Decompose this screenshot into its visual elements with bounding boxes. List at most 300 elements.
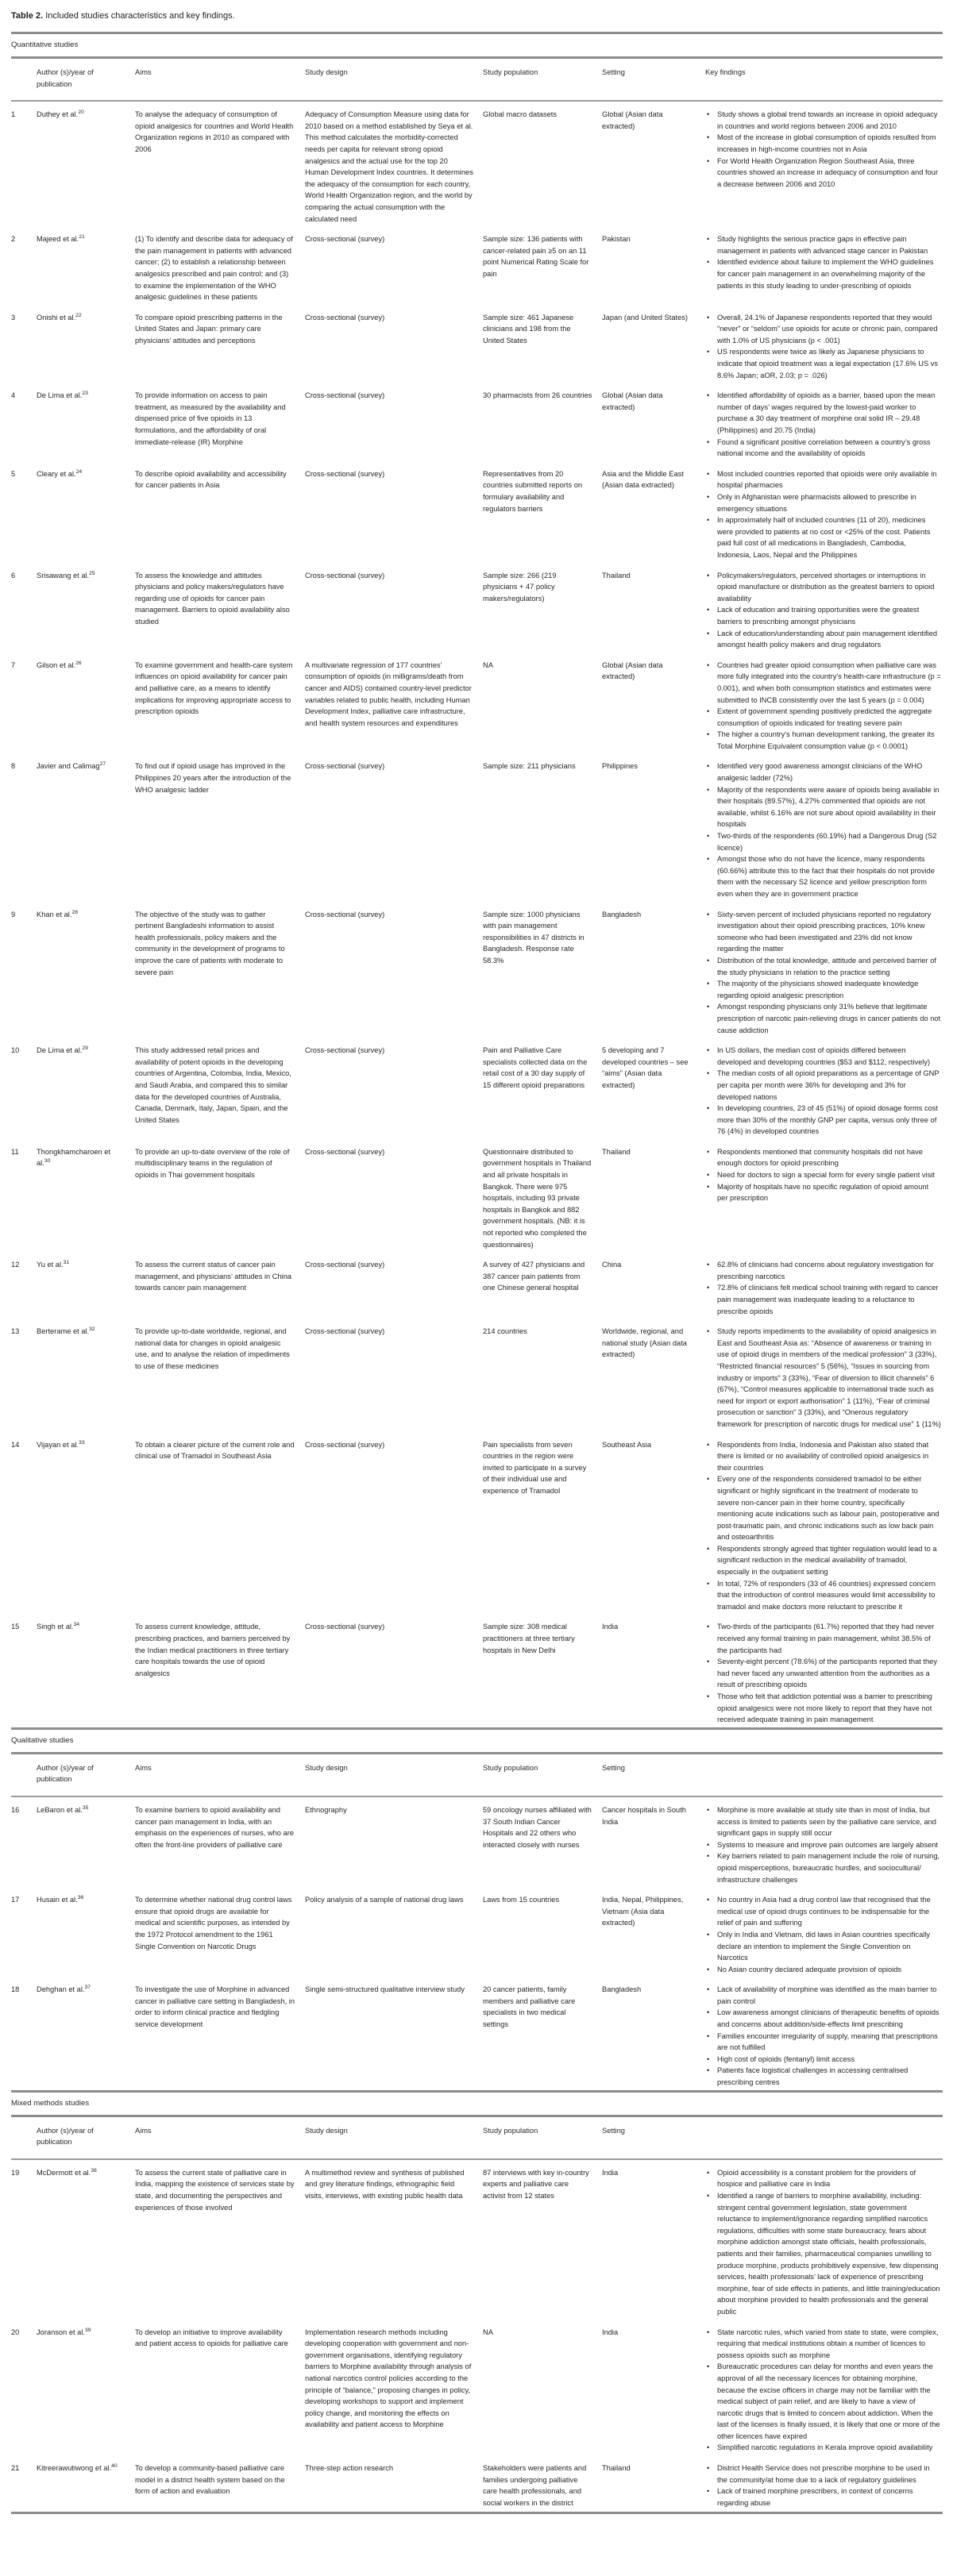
finding-bullet: • Those who felt that addiction potential was a barrier to prescribing opioid analgesics were not more likely to report that they have not received adequate training in pain management: [705, 1691, 941, 1726]
author-name: Yu et al.: [37, 1261, 64, 1269]
findings-cell: [705, 305, 943, 383]
finding-bullet: • Respondents mentioned that community hospitals did not have enough doctors for opioid prescribing: [705, 1146, 941, 1169]
findings-list: [705, 1804, 941, 1885]
col-header-setting: Setting: [602, 1754, 705, 1797]
reference-number: 34: [73, 1622, 80, 1628]
setting-cell: Southeast Asia: [602, 1440, 652, 1449]
finding-bullet: • Amongst those who do not have the licence, many respondents (60.66%) attribute this to the fact that their hospitals do not provide them with the necessary S2 licence and yellow prescription form even when they are in government practice: [705, 853, 941, 899]
reference-number: 28: [71, 909, 79, 915]
author-cell: [37, 305, 135, 383]
design-cell: Cross-sectional (survey): [305, 313, 385, 322]
population-cell: Sample size: 461 Japanese clinicians and 198 from the United States: [483, 313, 574, 345]
finding-bullet: • The higher a country’s human development ranking, the greater its Total Morphine Equivalent consumption value (p < 0.0001): [705, 729, 941, 752]
col-header-author: Author (s)/year of publication: [37, 2117, 135, 2160]
author-name: Gilson et al.: [37, 660, 76, 669]
finding-bullet: • Study reports impediments to the availability of opioid analgesics in East and Southeast Asia as: “Absence of awareness or training in use of opioid drugs in members of the medical profession” 3 (33%), “Restricted financial resources” 5 (56%), “Issues in sourcing from industry or imports” 3 (33%), “Fear of diversion to illicit channels” 6 (67%), “Control measures applicable to international trade such as need for import or export authorisation” 1 (11%), “Fear of criminal prosecution or sanction” 3 (33%), and “Onerous regulatory framework for prescription of narcotic drugs for medical use” 1 (11%): [705, 1326, 941, 1430]
setting-cell: Bangladesh: [602, 1985, 642, 1994]
num-cell: 15: [11, 1623, 20, 1631]
author-cell: [37, 461, 135, 563]
findings-list: [705, 233, 941, 291]
author-name: Duthey et al.: [37, 110, 79, 119]
setting-cell: Pakistan: [602, 235, 631, 244]
reference-number: 31: [63, 1260, 70, 1266]
population-cell: Sample size: 136 patients with cancer-related pain ≥5 on an 11 point Numerical Rating Scale for pain: [483, 235, 589, 278]
findings-list: [705, 312, 941, 382]
author-cell: [37, 1797, 135, 1887]
setting-cell: Thailand: [602, 2464, 631, 2473]
design-cell: Cross-sectional (survey): [305, 910, 385, 918]
design-cell: Adequacy of Consumption Measure using data for 2010 based on a method established by Seya et al. This method calculates the morbidity-corrected needs per capita for relevant strong opioid analgesics and the actual use for the top 20 Human Development Index countries. It determines the adequacy of the consumption for each country, World Health Organization region, and the world by comparing the actual consumption with the calculated need: [305, 110, 473, 223]
author-cell: [37, 1977, 135, 2089]
reference-number: 29: [82, 1045, 88, 1052]
finding-bullet: • In developing countries, 23 of 45 (51%) of opioid dosage forms cost more than 30% of the monthly GNP per capita, versus only three of 76 (4%) in developed countries: [705, 1103, 941, 1138]
study-row: [11, 563, 943, 653]
findings-cell: [705, 902, 943, 1038]
findings-list: [705, 1259, 941, 1317]
aims-cell: To develop an initiative to improve availability and patient access to opioids for palliative care: [135, 2328, 288, 2348]
author-cell: [37, 2160, 135, 2320]
finding-bullet: • Low awareness amongst clinicians of therapeutic benefits of opioids and concerns about addition/side-effects limit prescribing: [705, 2007, 941, 2030]
study-row: [11, 226, 943, 305]
reference-number: 20: [78, 110, 84, 116]
num-cell: 5: [11, 469, 16, 478]
finding-bullet: • 62.8% of clinicians had concerns about regulatory investigation for prescribing narcotics: [705, 1259, 941, 1282]
finding-bullet: • Every one of the respondents considered tramadol to be either significant or highly significant in the treatment of moderate to severe non-cancer pain in their home country, specifically mentioning acute indications such as labour pain, postoperative and post-traumatic pain, and chronic indications such as low back pain and osteoarthritis: [705, 1473, 941, 1543]
design-cell: Cross-sectional (survey): [305, 235, 385, 244]
finding-bullet: • Most included countries reported that opioids were only available in hospital pharmacies: [705, 468, 941, 491]
findings-cell: [705, 1432, 943, 1615]
population-cell: 214 countries: [483, 1327, 527, 1336]
finding-bullet: • Majority of hospitals have no specific regulation of opioid amount per prescription: [705, 1181, 941, 1204]
col-header-design: Study design: [305, 1754, 483, 1797]
finding-bullet: • State narcotic rules, which varied from state to state, were complex, requiring that medical institutions obtain a number of licences to possess opioids such as morphine: [705, 2327, 941, 2362]
reference-number: 27: [99, 761, 106, 768]
num-cell: 14: [11, 1440, 20, 1449]
author-name: Kitreerawutiwong et al.: [37, 2464, 112, 2473]
author-name: Thongkhamcharoen et al.: [37, 1147, 111, 1168]
population-cell: Sample size: 211 physicians: [483, 762, 576, 771]
finding-bullet: • 72.8% of clinicians felt medical school training with regard to cancer pain management was inadequate leading to a reluctance to prescribe opioids: [705, 1282, 941, 1317]
finding-bullet: • Need for doctors to sign a special form for every single patient visit: [705, 1169, 941, 1181]
author-cell: [37, 1614, 135, 1727]
findings-cell: [705, 461, 943, 563]
population-cell: Sample size: 1000 physicians with pain management responsibilities in 47 districts in Bangladesh. Response rate 58.3%: [483, 910, 585, 965]
study-row: [11, 653, 943, 754]
setting-cell: India: [602, 1623, 619, 1631]
finding-bullet: • Identified a range of barriers to morphine availability, including: stringent central government legislation, state government reluctance to implement/ignorance regarding simplified narcotics regulations, difficulties with some state bureaucracy, fears about morphine addiction amongst state officials, health professionals, patients and their families, pharmaceutical companies unwilling to produce morphine, products prohibitively expensive, few dispensing services, health professionals’ lack of experience of prescribing morphine, fear of side effects in patients, and little training/education about morphine provided to health professionals and the general public: [705, 2190, 941, 2318]
findings-list: [705, 1621, 941, 1725]
findings-list: [705, 909, 941, 1037]
setting-cell: India: [602, 2328, 619, 2336]
author-name: Dehghan et al.: [37, 1985, 85, 1994]
findings-list: [705, 2327, 941, 2455]
col-header-author: Author (s)/year of publication: [37, 59, 135, 102]
aims-cell: To provide an up-to-date overview of the role of multidisciplinary teams in the regulation of opioids in Thai government hospitals: [135, 1147, 290, 1180]
reference-number: 22: [75, 312, 82, 318]
studies-table: [11, 32, 943, 2510]
finding-bullet: • Majority of the respondents were aware of opioids being available in their hospitals (89.57%), 4.27% commented that opioids are not available, whilst 6.16% are not sure about opioid availability in their hospitals: [705, 784, 941, 830]
population-cell: Sample size: 266 (219 physicians + 47 policy makers/regulators): [483, 571, 557, 603]
setting-cell: Bangladesh: [602, 910, 642, 918]
finding-bullet: • No Asian country declared adequate provision of opioids: [705, 1964, 941, 1976]
num-cell: 3: [11, 313, 16, 322]
findings-cell: [705, 1614, 943, 1727]
design-cell: Cross-sectional (survey): [305, 1327, 385, 1336]
aims-cell: To assess the current state of palliative care in India, mapping the existence of services state by state, and documenting the perspectives and experiences of those involved: [135, 2168, 295, 2212]
study-row: [11, 383, 943, 461]
findings-cell: [705, 1887, 943, 1977]
col-header-author: Author (s)/year of publication: [37, 1754, 135, 1797]
setting-cell: India: [602, 2168, 619, 2177]
study-row: [11, 1319, 943, 1431]
author-name: Husain et al.: [37, 1896, 78, 1904]
population-cell: NA: [483, 660, 493, 669]
population-cell: NA: [483, 2328, 493, 2336]
finding-bullet: • Opioid accessibility is a constant problem for the providers of hospice and palliative care in India: [705, 2167, 941, 2190]
finding-bullet: • US respondents were twice as likely as Japanese physicians to indicate that opioid treatment was a legal expectation (17.6% US vs 8.6% Japan; aOR, 2.03; p = .026): [705, 346, 941, 381]
aims-cell: To describe opioid availability and accessibility for cancer patients in Asia: [135, 469, 287, 490]
aims-cell: To examine government and health-care system influences on opioid availability for cancer pain and palliative care, as a means to identify implications for improving appropriate access to prescription opioids: [135, 660, 293, 716]
author-cell: [37, 1319, 135, 1431]
findings-cell: [705, 2320, 943, 2456]
author-cell: [37, 902, 135, 1038]
author-cell: [37, 1139, 135, 1252]
finding-bullet: • Sixty-seven percent of included physicians reported no regulatory investigation about their opioid prescribing practices, 10% knew someone who had been investigated and 23% did not know regarding the matter: [705, 909, 941, 955]
author-name: Majeed et al.: [37, 235, 79, 244]
finding-bullet: • The majority of the physicians showed inadequate knowledge regarding opioid analgesic prescription: [705, 978, 941, 1001]
col-header-empty: [11, 59, 37, 102]
design-cell: Cross-sectional (survey): [305, 1440, 385, 1449]
finding-bullet: • Systems to measure and improve pain outcomes are largely absent: [705, 1839, 941, 1851]
author-name: De Lima et al.: [37, 391, 83, 400]
findings-list: [705, 1439, 941, 1613]
num-cell: 7: [11, 660, 16, 669]
finding-bullet: • District Health Service does not prescribe morphine to be used in the community/at home due to a lack of regulatory guidelines: [705, 2462, 941, 2486]
study-row: [11, 902, 943, 1038]
author-cell: [37, 1252, 135, 1319]
findings-cell: [705, 653, 943, 754]
author-cell: [37, 226, 135, 305]
design-cell: Cross-sectional (survey): [305, 1147, 385, 1156]
num-cell: 8: [11, 762, 16, 771]
num-cell: 6: [11, 571, 16, 580]
population-cell: Laws from 15 countries: [483, 1896, 560, 1904]
reference-number: 35: [82, 1804, 89, 1811]
setting-cell: Asia and the Middle East (Asian data extracted): [602, 469, 684, 490]
design-cell: Policy analysis of a sample of national drug laws: [305, 1896, 464, 1904]
findings-list: [705, 390, 941, 460]
author-name: Berterame et al.: [37, 1327, 90, 1336]
reference-number: 24: [75, 468, 83, 475]
finding-bullet: • Found a significant positive correlation between a country’s gross national income and the availability of opioids: [705, 437, 941, 460]
finding-bullet: • The median costs of all opioid preparations as a percentage of GNP per capita per month were 36% for developing and 3% for developed nations: [705, 1068, 941, 1103]
author-cell: [37, 383, 135, 461]
aims-cell: To assess current knowledge, attitude, prescribing practices, and barriers perceived by the Indian medical practitioners in three tertiary care hospitals towards the use of opioid analgesics: [135, 1623, 291, 1677]
num-cell: 21: [11, 2464, 20, 2473]
author-name: Khan et al.: [37, 910, 72, 918]
population-cell: A survey of 427 physicians and 387 cancer pain patients from one Chinese general hospital: [483, 1261, 585, 1292]
population-cell: Global macro datasets: [483, 110, 558, 119]
author-name: Joranson et al.: [37, 2328, 85, 2336]
setting-cell: Cancer hospitals in South India: [602, 1805, 686, 1826]
finding-bullet: • In approximately half of included countries (11 of 20), medicines were provided to patients at no cost or <25% of the cost. Patients paid full cost of all medications in Bangladesh, Cambodia, Indonesia, Laos, Nepal and the Philippines: [705, 514, 941, 560]
finding-bullet: • Families encounter irregularity of supply, meaning that prescriptions are not fulfilled: [705, 2031, 941, 2054]
findings-list: [705, 760, 941, 899]
findings-cell: [705, 226, 943, 305]
finding-bullet: • Only in India and Vietnam, did laws in Asian countries specifically declare an intention to implement the Single Convention on Narcotics: [705, 1929, 941, 1964]
num-cell: 12: [11, 1261, 20, 1269]
num-cell: 4: [11, 391, 16, 400]
design-cell: Cross-sectional (survey): [305, 1623, 385, 1631]
author-name: De Lima et al.: [37, 1046, 83, 1055]
findings-cell: [705, 1319, 943, 1431]
findings-cell: [705, 1139, 943, 1252]
reference-number: 23: [82, 391, 88, 397]
population-cell: 30 pharmacists from 26 countries: [483, 391, 592, 400]
findings-cell: [705, 1797, 943, 1887]
study-row: [11, 102, 943, 226]
col-header-design: Study design: [305, 59, 483, 102]
design-cell: Cross-sectional (survey): [305, 391, 385, 400]
finding-bullet: • Two-thirds of the respondents (60.19%) had a Dangerous Drug (S2 licence): [705, 830, 941, 853]
finding-bullet: • Morphine is more available at study site than in most of India, but access is limited to patients seen by the palliative care service, and significant gaps in supply still occur: [705, 1804, 941, 1839]
design-cell: Cross-sectional (survey): [305, 571, 385, 580]
num-cell: 1: [11, 110, 16, 119]
num-cell: 11: [11, 1147, 19, 1156]
section-title: Quantitative studies: [11, 32, 943, 59]
setting-cell: Global (Asian data extracted): [602, 110, 663, 130]
aims-cell: To provide up-to-date worldwide, regional, and national data for changes in opioid analgesic use, and to analyse the relation of impediments to use of these medicines: [135, 1327, 290, 1370]
author-name: McDermott et al.: [37, 2168, 91, 2177]
reference-number: 40: [111, 2462, 118, 2469]
setting-cell: Thailand: [602, 571, 631, 580]
col-header-population: Study population: [483, 1754, 602, 1797]
findings-cell: [705, 753, 943, 901]
col-header-empty: [11, 1754, 37, 1797]
finding-bullet: • Key barriers related to pain management include the role of nursing, opioid misperceptions, bureaucratic hurdles, and sociocultural/ infrastructure challenges: [705, 1850, 941, 1885]
findings-list: [705, 660, 941, 753]
num-cell: 10: [11, 1046, 20, 1055]
col-header-aims: Aims: [135, 59, 305, 102]
num-cell: 13: [11, 1327, 20, 1336]
findings-list: [705, 2462, 941, 2509]
study-row: [11, 461, 943, 563]
population-cell: Questionnaire distributed to government hospitals in Thailand and all private hospitals in Bangkok. There were 975 hospitals, including 93 private hospitals in Bangkok and 882 government hospitals. (NB: it is not reported who completed the questionnaires): [483, 1147, 592, 1249]
study-row: [11, 1614, 943, 1727]
finding-bullet: • Identified evidence about failure to implement the WHO guidelines for cancer pain management in an overwhelming majority of the patients in this study leading to under-prescribing of opioids: [705, 256, 941, 291]
setting-cell: Philippines: [602, 762, 638, 771]
design-cell: Cross-sectional (survey): [305, 1046, 385, 1055]
num-cell: 17: [11, 1896, 20, 1904]
aims-cell: To examine barriers to opioid availability and cancer pain management in India, with an emphasis on the experiences of nurses, who are often the front-line providers of palliative care: [135, 1805, 294, 1849]
aims-cell: To assess the knowledge and attitudes physicians and policy makers/regulators have regarding use of opioids for cancer pain management. Barriers to opioid availability also studied: [135, 571, 290, 626]
findings-list: [705, 2167, 941, 2318]
reference-number: 39: [84, 2327, 91, 2333]
table-caption-label: Table 2.: [11, 11, 44, 21]
findings-cell: [705, 383, 943, 461]
findings-cell: [705, 1977, 943, 2089]
finding-bullet: • Lack of trained morphine prescribers, in context of concerns regarding abuse: [705, 2486, 941, 2509]
design-cell: A multivariate regression of 177 countries’ consumption of opioids (in milligrams/death from cancer and AIDS) contained country-level predictor variables related to public health, including Human Development Index, palliative care infrastructure, and health system resources and expenditures: [305, 660, 472, 727]
num-cell: 19: [11, 2168, 20, 2177]
finding-bullet: • Overall, 24.1% of Japanese respondents reported that they would “never” or “seldom” use opioids for acute or chronic pain, compared with 1.0% of US physicians (p < .001): [705, 312, 941, 347]
design-cell: Ethnography: [305, 1805, 347, 1814]
author-name: Vijayan et al.: [37, 1440, 79, 1449]
num-cell: 2: [11, 235, 16, 244]
setting-cell: 5 developing and 7 developed countries – see “aims” (Asian data extracted): [602, 1046, 689, 1089]
reference-number: 21: [79, 234, 85, 241]
setting-cell: China: [602, 1261, 622, 1269]
aims-cell: To determine whether national drug control laws ensure that opioid drugs are available for medical and scientific purposes, as intended by the 1972 Protocol amendment to the 1961 Single Convention on Narcotic Drugs: [135, 1896, 292, 1950]
section-title: Mixed methods studies: [11, 2090, 943, 2117]
col-header-empty: [705, 1754, 943, 1797]
col-header-findings: Key findings: [705, 59, 943, 102]
study-row: [11, 305, 943, 383]
aims-cell: To find out if opioid usage has improved in the Philippines 20 years after the introduction of the WHO analgesic ladder: [135, 762, 291, 794]
setting-cell: Global (Asian data extracted): [602, 391, 663, 411]
finding-bullet: • Distribution of the total knowledge, attitude and perceived barrier of the study physicians in relation to the practice setting: [705, 955, 941, 978]
finding-bullet: • In total, 72% of responders (33 of 46 countries) expressed concern that the introduction of control measures would limit accessibility to tramadol and make doctors more reluctant to prescribe it: [705, 1578, 941, 1613]
study-row: [11, 1038, 943, 1139]
reference-number: 33: [79, 1439, 85, 1446]
population-cell: Representatives from 20 countries submitted reports on formulary availability and regulators barriers: [483, 469, 583, 513]
findings-list: [705, 1894, 941, 1975]
finding-bullet: • Study highlights the serious practice gaps in effective pain management in patients with advanced stage cancer in Pakistan: [705, 233, 941, 256]
col-header-aims: Aims: [135, 1754, 305, 1797]
col-header-empty: [705, 2117, 943, 2160]
author-cell: [37, 2320, 135, 2456]
finding-bullet: • Respondents strongly agreed that tighter regulation would lead to a significant reduction in the medical availability of tramadol, especially in the outpatient setting: [705, 1543, 941, 1578]
author-name: Srisawang et al.: [37, 571, 90, 580]
findings-list: [705, 468, 941, 561]
study-row: [11, 1797, 943, 1887]
section: [11, 2090, 943, 2511]
author-cell: [37, 1038, 135, 1139]
study-row: [11, 1432, 943, 1615]
study-row: [11, 2320, 943, 2456]
finding-bullet: • Countries had greater opioid consumption when palliative care was more fully integrated into the country’s health-care infrastructure (p = 0.001), and when both consumption statistics and estimates were submitted to INCB consistently over the last 5 years (p = 0.004): [705, 660, 941, 706]
finding-bullet: • Identified very good awareness amongst clinicians of the WHO analgesic ladder (72%): [705, 760, 941, 784]
aims-cell: To provide information on access to pain treatment, as measured by the availability and dispensed price of five opioids in 13 formulations, and the affordability of oral immediate-release (IR) Morphine: [135, 391, 286, 446]
finding-bullet: • Study shows a global trend towards an increase in opioid adequacy in countries and world regions between 2006 and 2010: [705, 109, 941, 132]
finding-bullet: • Respondents from India, Indonesia and Pakistan also stated that there is limited or no availability of controlled opioid analgesics in their countries: [705, 1439, 941, 1474]
col-header-population: Study population: [483, 59, 602, 102]
population-cell: Stakeholders were patients and families undergoing palliative care health professionals, and social workers in the district: [483, 2464, 587, 2507]
author-cell: [37, 102, 135, 226]
findings-list: [705, 1045, 941, 1138]
findings-cell: [705, 2455, 943, 2510]
finding-bullet: • Amongst responding physicians only 31% believe that legitimate prescription of narcotic pain-relieving drugs in cancer patients do not cause addiction: [705, 1001, 941, 1036]
findings-cell: [705, 1038, 943, 1139]
finding-bullet: • In US dollars, the median cost of opioids differed between developed and developing countries ($53 and $112, respectively): [705, 1045, 941, 1068]
setting-cell: Japan (and United States): [602, 313, 689, 322]
table-bottom-rule: [11, 2512, 943, 2514]
aims-cell: To obtain a clearer picture of the current role and clinical use of Tramadol in Southeast Asia: [135, 1440, 295, 1461]
finding-bullet: • Identified affordability of opioids as a barrier, based upon the mean number of days’ wages required by the lowest-paid worker to purchase a 30 day treatment of morphine oral solid IR – 29.48 (Philippines) and 20.75 (India): [705, 390, 941, 436]
findings-cell: [705, 102, 943, 226]
population-cell: Sample size: 308 medical practitioners at three tertiary hospitals in New Delhi: [483, 1623, 575, 1654]
author-name: LeBaron et al.: [37, 1805, 83, 1814]
findings-cell: [705, 1252, 943, 1319]
author-name: Onishi et al.: [37, 313, 76, 322]
reference-number: 26: [75, 660, 82, 666]
col-header-aims: Aims: [135, 2117, 305, 2160]
study-row: [11, 753, 943, 901]
section-title: Qualitative studies: [11, 1727, 943, 1754]
findings-list: [705, 109, 941, 190]
study-row: [11, 1887, 943, 1977]
author-cell: [37, 1432, 135, 1615]
finding-bullet: • Simplified narcotic regulations in Kerala improve opioid availability: [705, 2442, 941, 2454]
num-cell: 16: [11, 1805, 20, 1814]
study-row: [11, 1977, 943, 2089]
setting-cell: Thailand: [602, 1147, 631, 1156]
aims-cell: To develop a community-based palliative care model in a district health system based on the form of action and evaluation: [135, 2464, 285, 2496]
study-row: [11, 1139, 943, 1252]
section: [11, 1727, 943, 2090]
author-name: Cleary et al.: [37, 469, 76, 478]
aims-cell: The objective of the study was to gather pertinent Bangladeshi information to assist health professionals, policy makers and the community in the development of programs to improve the care of patients with moderate to severe pain: [135, 910, 285, 976]
design-cell: Cross-sectional (survey): [305, 762, 385, 771]
author-cell: [37, 2455, 135, 2510]
finding-bullet: • High cost of opioids (fentanyl) limit access: [705, 2054, 941, 2066]
aims-cell: This study addressed retail prices and availability of potent opioids in the developing countries of Argentina, Colombia, India, Mexico, and Saudi Arabia, and compared this to similar data for the developed countries of Australia, Canada, Denmark, Italy, Japan, Spain, and the United States: [135, 1046, 291, 1124]
col-header-setting: Setting: [602, 2117, 705, 2160]
author-name: Singh et al.: [37, 1623, 74, 1631]
finding-bullet: • Bureaucratic procedures can delay for months and even years the approval of all the necessary licences for obtaining morphine, because the excise officers in charge may not be familiar with the medical subject of pain relief, and are likely to have a view of narcotic drugs that is limited to concern about addiction. When the last of the licenses is finally issued, it is likely that one or more of the other licences have expired: [705, 2361, 941, 2442]
aims-cell: To assess the current status of cancer pain management, and physicians’ attitudes in China towards cancer pain management: [135, 1261, 292, 1292]
reference-number: 32: [89, 1327, 95, 1333]
population-cell: Pain and Palliative Care specialists collected data on the retail cost of a 30 day supply of 15 different opioid preparations: [483, 1046, 588, 1089]
study-row: [11, 2455, 943, 2510]
finding-bullet: • Seventy-eight percent (78.6%) of the participants reported that they had never faced any unwanted attention from the authorities as a result of prescribing opioids: [705, 1656, 941, 1691]
population-cell: 87 interviews with key in-country experts and palliative care activist from 12 states: [483, 2168, 589, 2200]
findings-list: [705, 1146, 941, 1204]
finding-bullet: • Most of the increase in global consumption of opioids resulted from increases in high-income countries not in Asia: [705, 132, 941, 155]
design-cell: Cross-sectional (survey): [305, 469, 385, 478]
design-cell: Single semi-structured qualitative interview study: [305, 1985, 465, 1994]
design-cell: Cross-sectional (survey): [305, 1261, 385, 1269]
findings-cell: [705, 2160, 943, 2320]
section: [11, 32, 943, 1727]
finding-bullet: • Lack of education and training opportunities were the greatest barriers to prescribing amongst physicians: [705, 604, 941, 627]
setting-cell: Worldwide, regional, and national study (Asian data extracted): [602, 1327, 687, 1359]
finding-bullet: • Only in Afghanistan were pharmacists allowed to prescribe in emergency situations: [705, 491, 941, 514]
aims-cell: To investigate the use of Morphine in advanced cancer in palliative care setting in Bangladesh, in order to inform clinical practice and fledgling service development: [135, 1985, 295, 2029]
table-caption-text: Included studies characteristics and key findings.: [45, 11, 235, 21]
study-row: [11, 1252, 943, 1319]
aims-cell: (1) To identify and describe data for adequacy of the pain management in patients with advanced cancer; (2) to establish a relationship between analgesics prescribed and pain control; and (3) to examine the implementation of the WHO analgesic guidelines in these patients: [135, 235, 293, 302]
author-cell: [37, 653, 135, 754]
setting-cell: Global (Asian data extracted): [602, 660, 663, 681]
author-cell: [37, 753, 135, 901]
findings-cell: [705, 563, 943, 653]
findings-list: [705, 1326, 941, 1430]
reference-number: 36: [77, 1895, 84, 1901]
finding-bullet: • For World Health Organization Region Southeast Asia, three countries showed an increase in adequacy of consumption and four a decrease between 2006 and 2010: [705, 156, 941, 191]
finding-bullet: • Patients face logistical challenges in accessing centralised prescribing centres: [705, 2065, 941, 2088]
num-cell: 9: [11, 910, 16, 918]
reference-number: 37: [84, 1985, 91, 1991]
author-cell: [37, 1887, 135, 1977]
author-cell: [37, 563, 135, 653]
design-cell: Implementation research methods including developing cooperation with government and non-government organisations, identifying regulatory barriers to Morphine availability through analysis of national narcotics control policies according to the principle of “balance,” proposing changes in policy, developing workshops to support and implement policy change, and monitoring the effects on availability and patient access to Morphine: [305, 2328, 472, 2429]
findings-list: [705, 1984, 941, 2088]
design-cell: Three-step action research: [305, 2464, 394, 2473]
num-cell: 18: [11, 1985, 20, 1994]
reference-number: 38: [91, 2167, 97, 2174]
design-cell: A multimethod review and synthesis of published and grey literature findings, ethnographic field visits, interviews, with existing public health data: [305, 2168, 465, 2200]
